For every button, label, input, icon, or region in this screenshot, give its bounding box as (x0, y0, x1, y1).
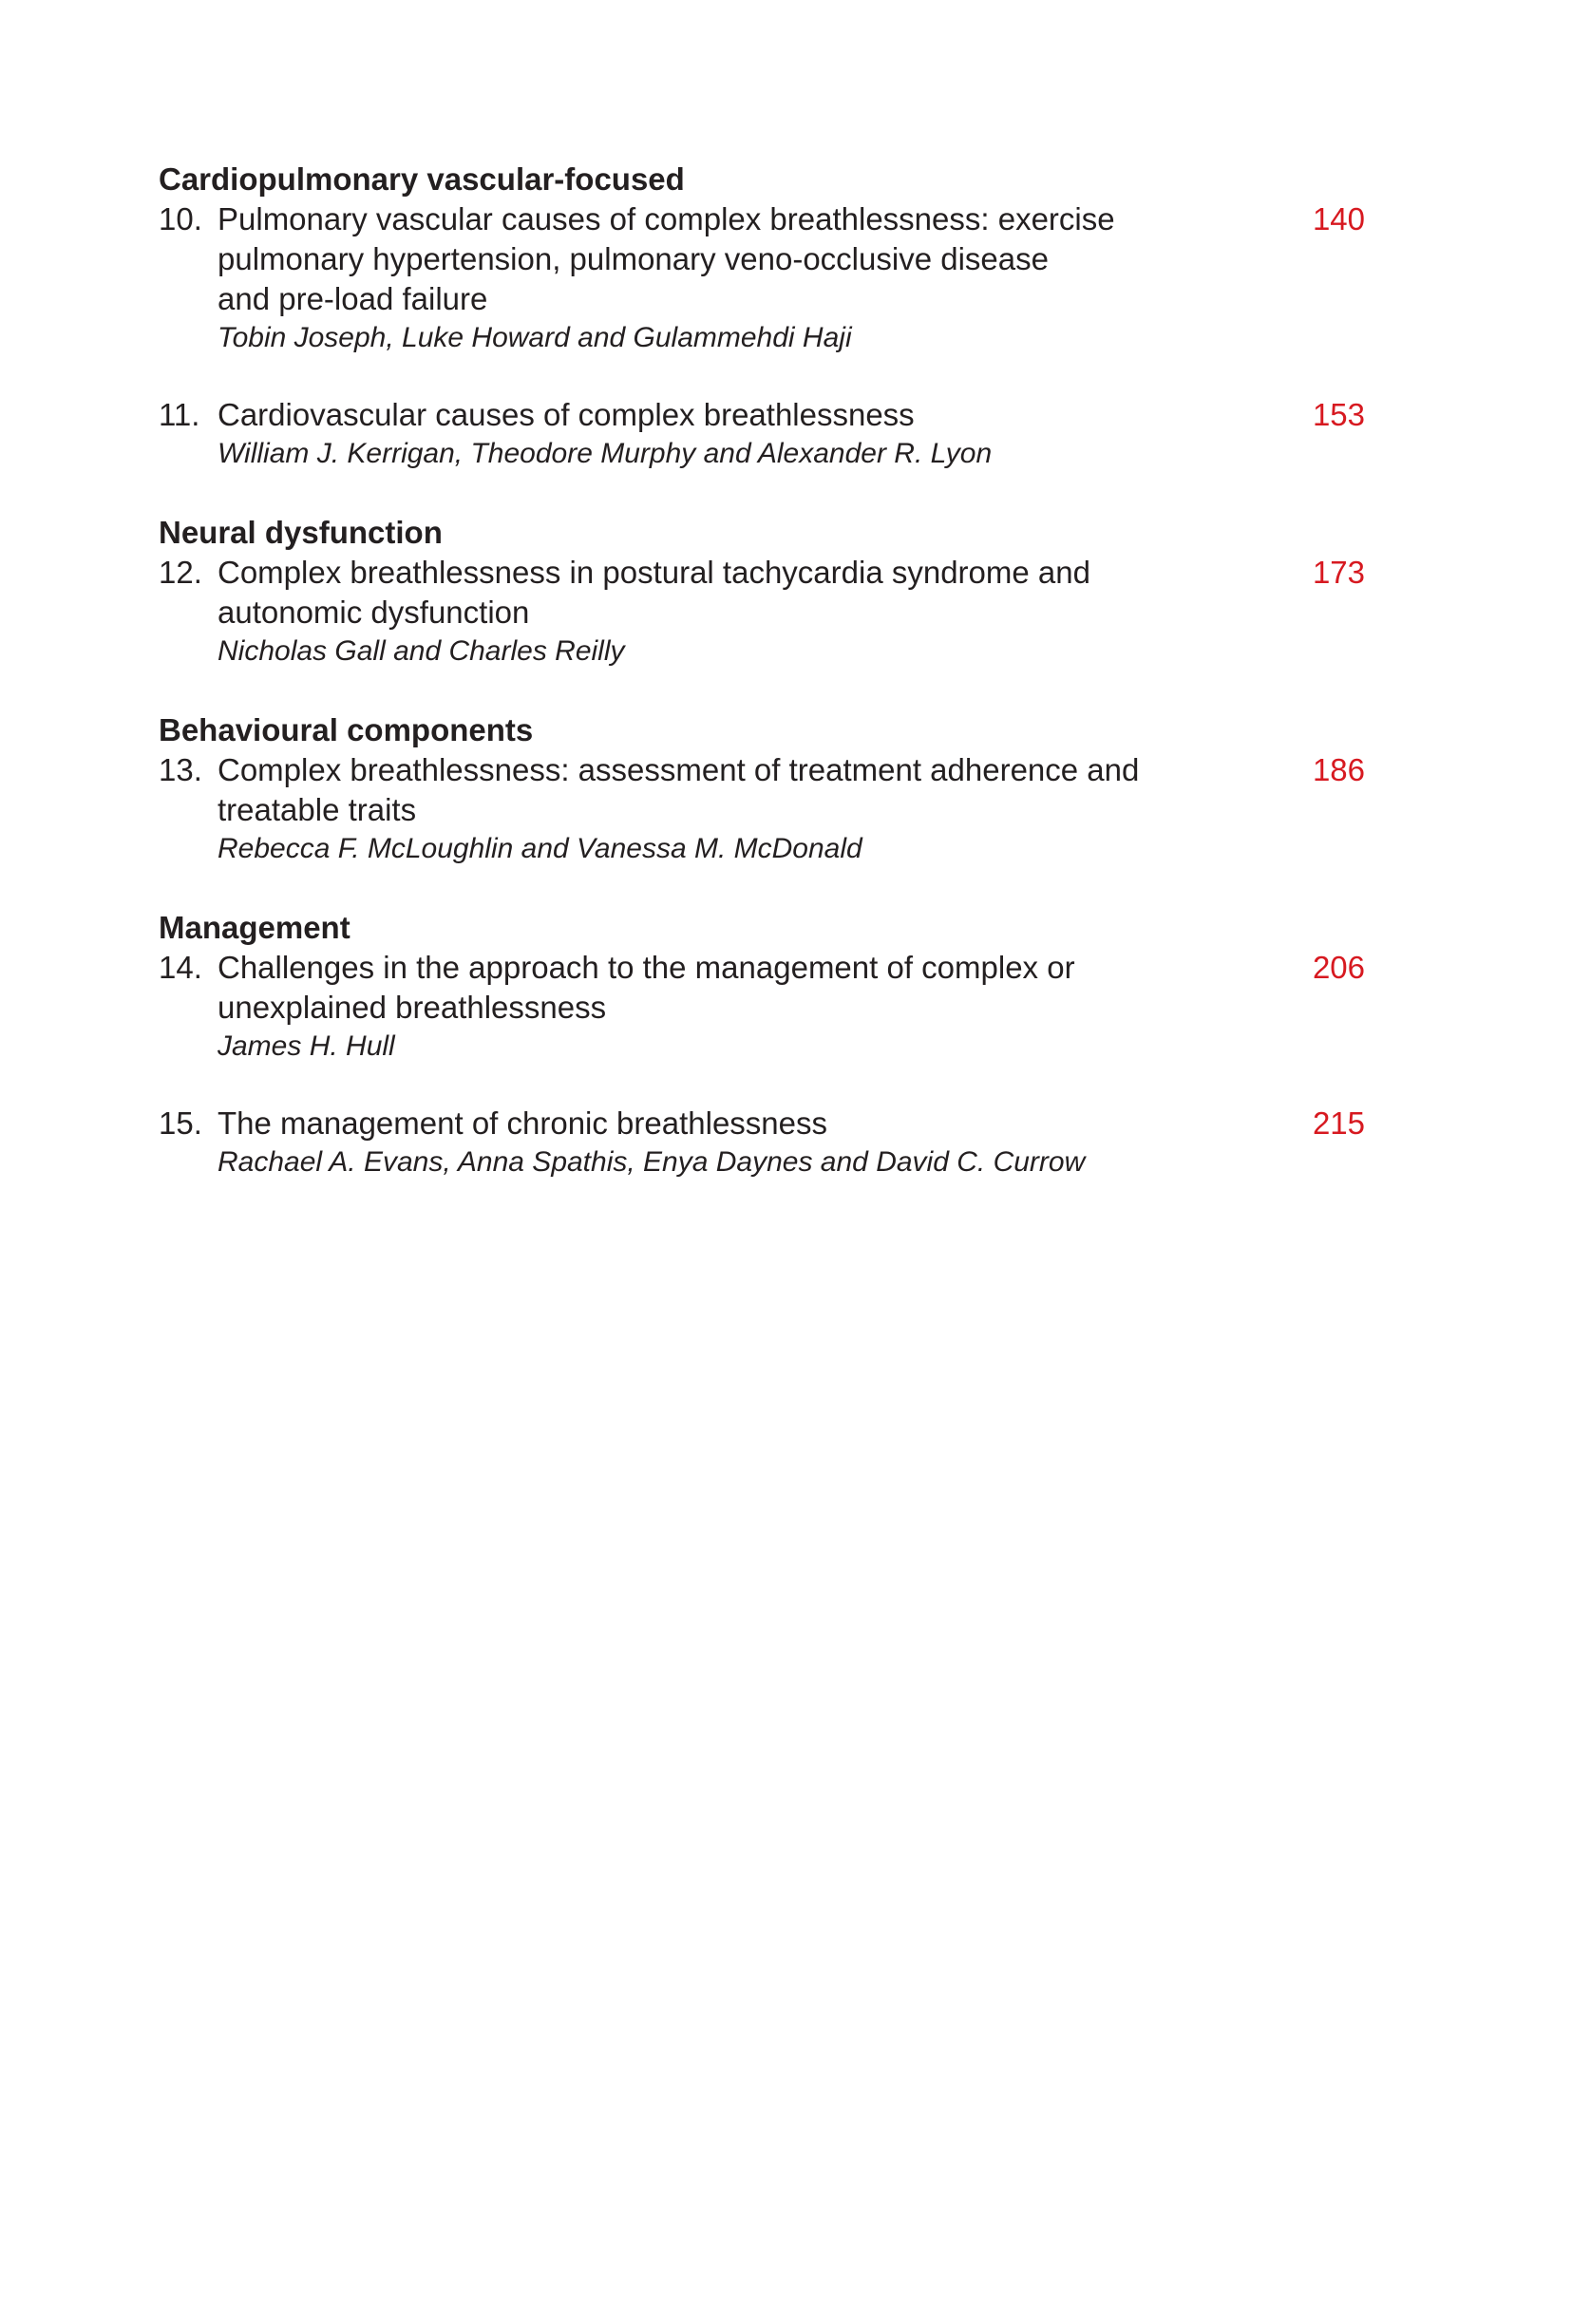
chapter-authors: Rachael A. Evans, Anna Spathis, Enya Daynes and David C. Currow (218, 1146, 1086, 1178)
toc-entry-15[interactable] (159, 1104, 1365, 1181)
chapter-title: The management of chronic breathlessness (218, 1105, 828, 1141)
chapter-details (218, 395, 1186, 473)
chapter-number: 15. (159, 1105, 202, 1141)
page-number[interactable]: 206 (1312, 950, 1365, 985)
page-number[interactable]: 186 (1312, 752, 1365, 787)
toc-entry-10[interactable] (159, 199, 1365, 357)
section-heading: Management (159, 910, 350, 945)
toc-section-management (159, 908, 1365, 1181)
chapter-title: Challenges in the approach to the management of complex or unexplained breathlessness (218, 950, 1075, 1025)
chapter-authors: Rebecca F. McLoughlin and Vanessa M. McDonald (218, 833, 862, 864)
chapter-authors: James H. Hull (218, 1030, 395, 1062)
toc-entry-13[interactable] (159, 750, 1365, 868)
toc-section-behavioural (159, 710, 1365, 868)
page-number[interactable]: 140 (1312, 201, 1365, 236)
page-number[interactable]: 173 (1312, 555, 1365, 590)
toc-section-cardiopulmonary (159, 160, 1365, 473)
page-number[interactable]: 215 (1312, 1105, 1365, 1141)
chapter-number: 12. (159, 555, 202, 590)
table-of-contents (159, 160, 1365, 1181)
chapter-title: Pulmonary vascular causes of complex breathlessness: exercise pulmonary hypertension, pulmonary veno-occlusive disease and pre-load failure (218, 201, 1115, 316)
chapter-authors: Tobin Joseph, Luke Howard and Gulammehdi Haji (218, 322, 852, 353)
section-heading: Cardiopulmonary vascular-focused (159, 161, 685, 197)
chapter-title: Complex breathlessness in postural tachycardia syndrome and autonomic dysfunction (218, 555, 1090, 630)
chapter-number: 11. (159, 397, 200, 432)
chapter-authors: William J. Kerrigan, Theodore Murphy and Alexander R. Lyon (218, 438, 993, 469)
chapter-details (218, 750, 1186, 868)
page-number[interactable]: 153 (1312, 397, 1365, 432)
chapter-number: 14. (159, 950, 202, 985)
chapter-details (218, 199, 1186, 357)
toc-entry-11[interactable] (159, 395, 1365, 473)
chapter-authors: Nicholas Gall and Charles Reilly (218, 635, 625, 667)
section-heading: Behavioural components (159, 712, 534, 747)
chapter-details (218, 553, 1186, 671)
section-heading: Neural dysfunction (159, 515, 443, 550)
chapter-details (218, 948, 1186, 1066)
toc-entry-12[interactable] (159, 553, 1365, 671)
chapter-details (218, 1104, 1186, 1181)
chapter-number: 13. (159, 752, 202, 787)
chapter-number: 10. (159, 201, 202, 236)
toc-entry-14[interactable] (159, 948, 1365, 1066)
chapter-title: Complex breathlessness: assessment of treatment adherence and treatable traits (218, 752, 1140, 827)
chapter-title: Cardiovascular causes of complex breathlessness (218, 397, 915, 432)
toc-section-neural (159, 513, 1365, 671)
